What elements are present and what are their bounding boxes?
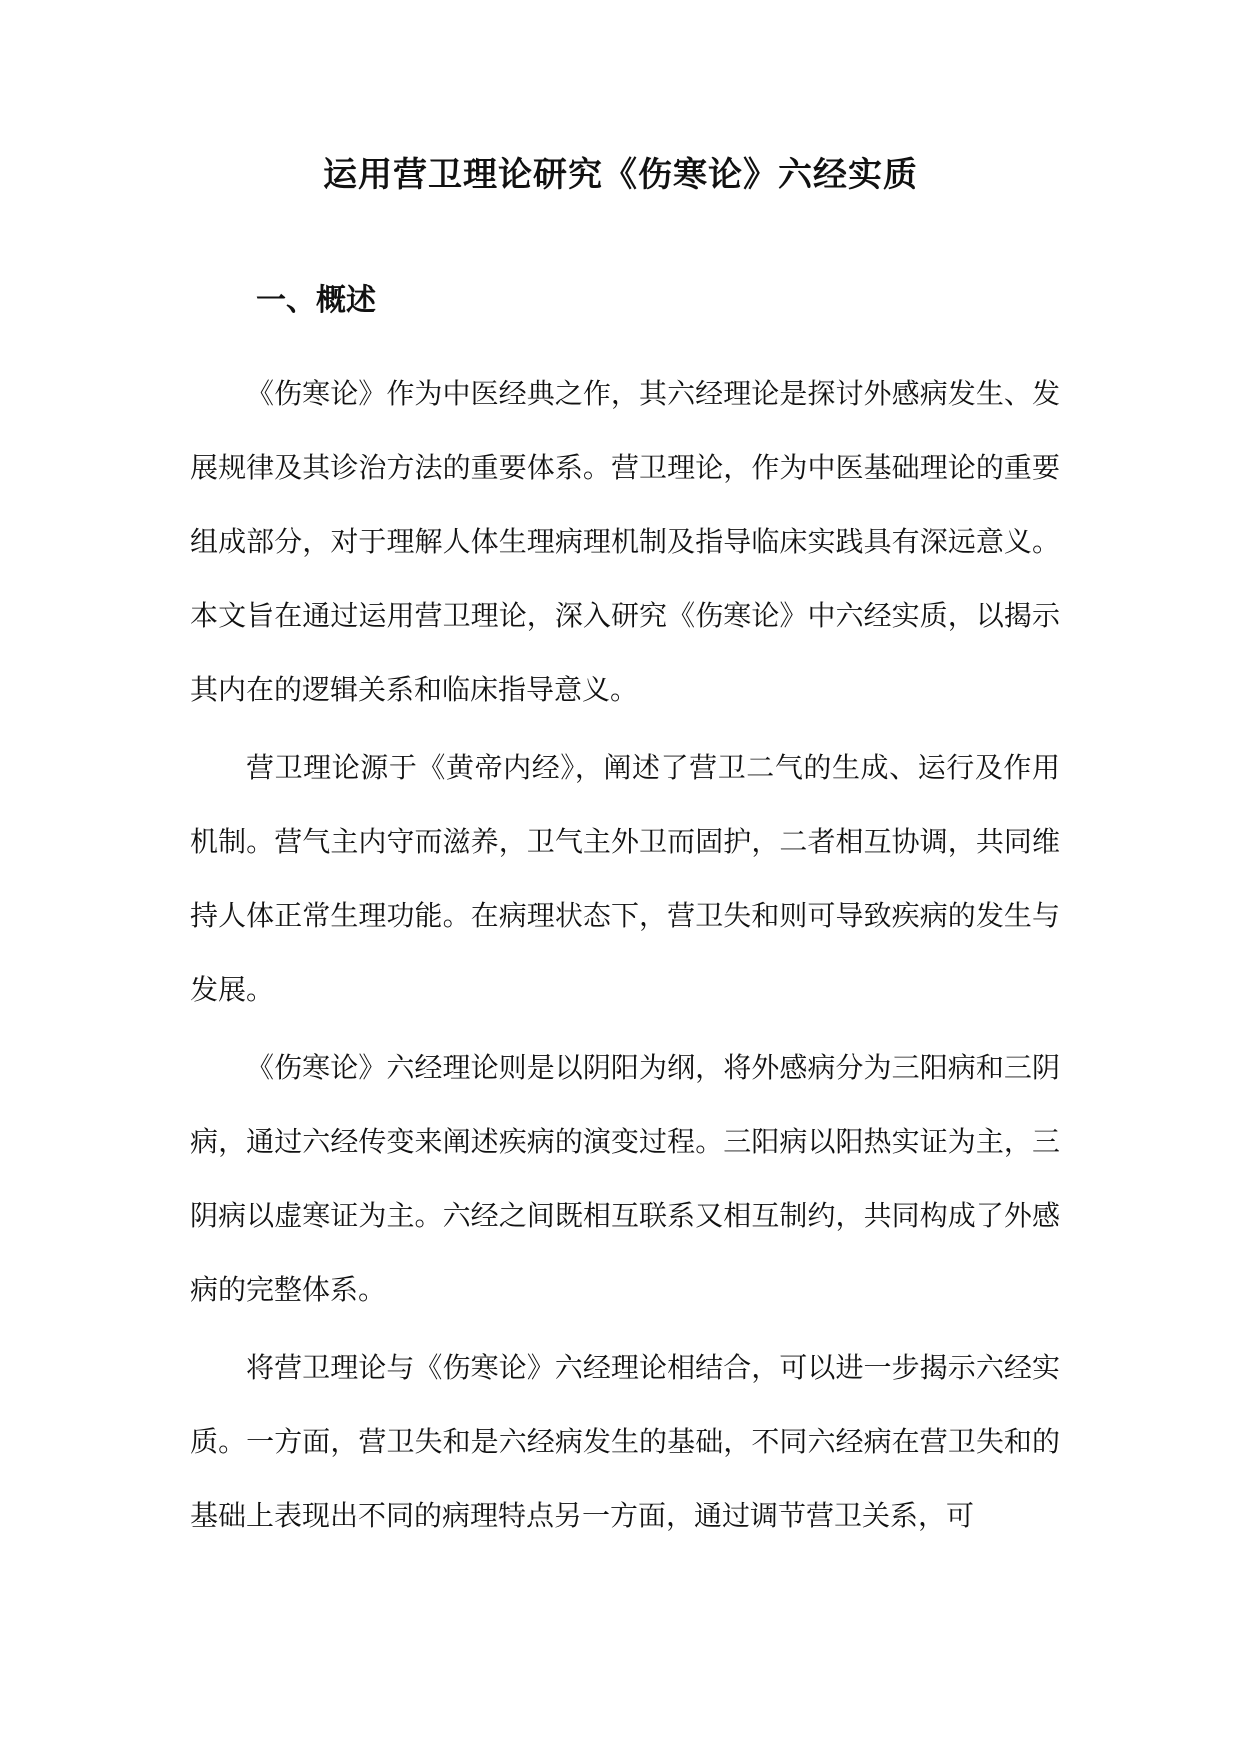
paragraph-1: 《伤寒论》作为中医经典之作，其六经理论是探讨外感病发生、发展规律及其诊治方法的重要体系。营卫理论，作为中医基础理论的重要组成部分，对于理解人体生理病理机制及指导临床实践具有深远意义。本文旨在通过运用营卫理论，深入研究《伤寒论》中六经实质，以揭示其内在的逻辑关系和临床指导意义。: [190, 377, 1060, 706]
paragraph-4: 将营卫理论与《伤寒论》六经理论相结合，可以进一步揭示六经实质。一方面，营卫失和是六经病发生的基础，不同六经病在营卫失和的基础上表现出不同的病理特点另一方面，通过调节营卫关系，可: [190, 1351, 1060, 1532]
section-heading: 一、概述: [256, 283, 376, 318]
document-title: 运用营卫理论研究《伤寒论》六经实质: [323, 155, 918, 195]
paragraph-2: 营卫理论源于《黄帝内经》，阐述了营卫二气的生成、运行及作用机制。营气主内守而滋养，卫气主外卫而固护，二者相互协调，共同维持人体正常生理功能。在病理状态下，营卫失和则可导致疾病的发生与发展。: [190, 751, 1060, 1006]
paragraph-3: 《伤寒论》六经理论则是以阴阳为纲，将外感病分为三阳病和三阴病，通过六经传变来阐述疾病的演变过程。三阳病以阳热实证为主，三阴病以虚寒证为主。六经之间既相互联系又相互制约，共同构成了外感病的完整体系。: [190, 1051, 1060, 1306]
